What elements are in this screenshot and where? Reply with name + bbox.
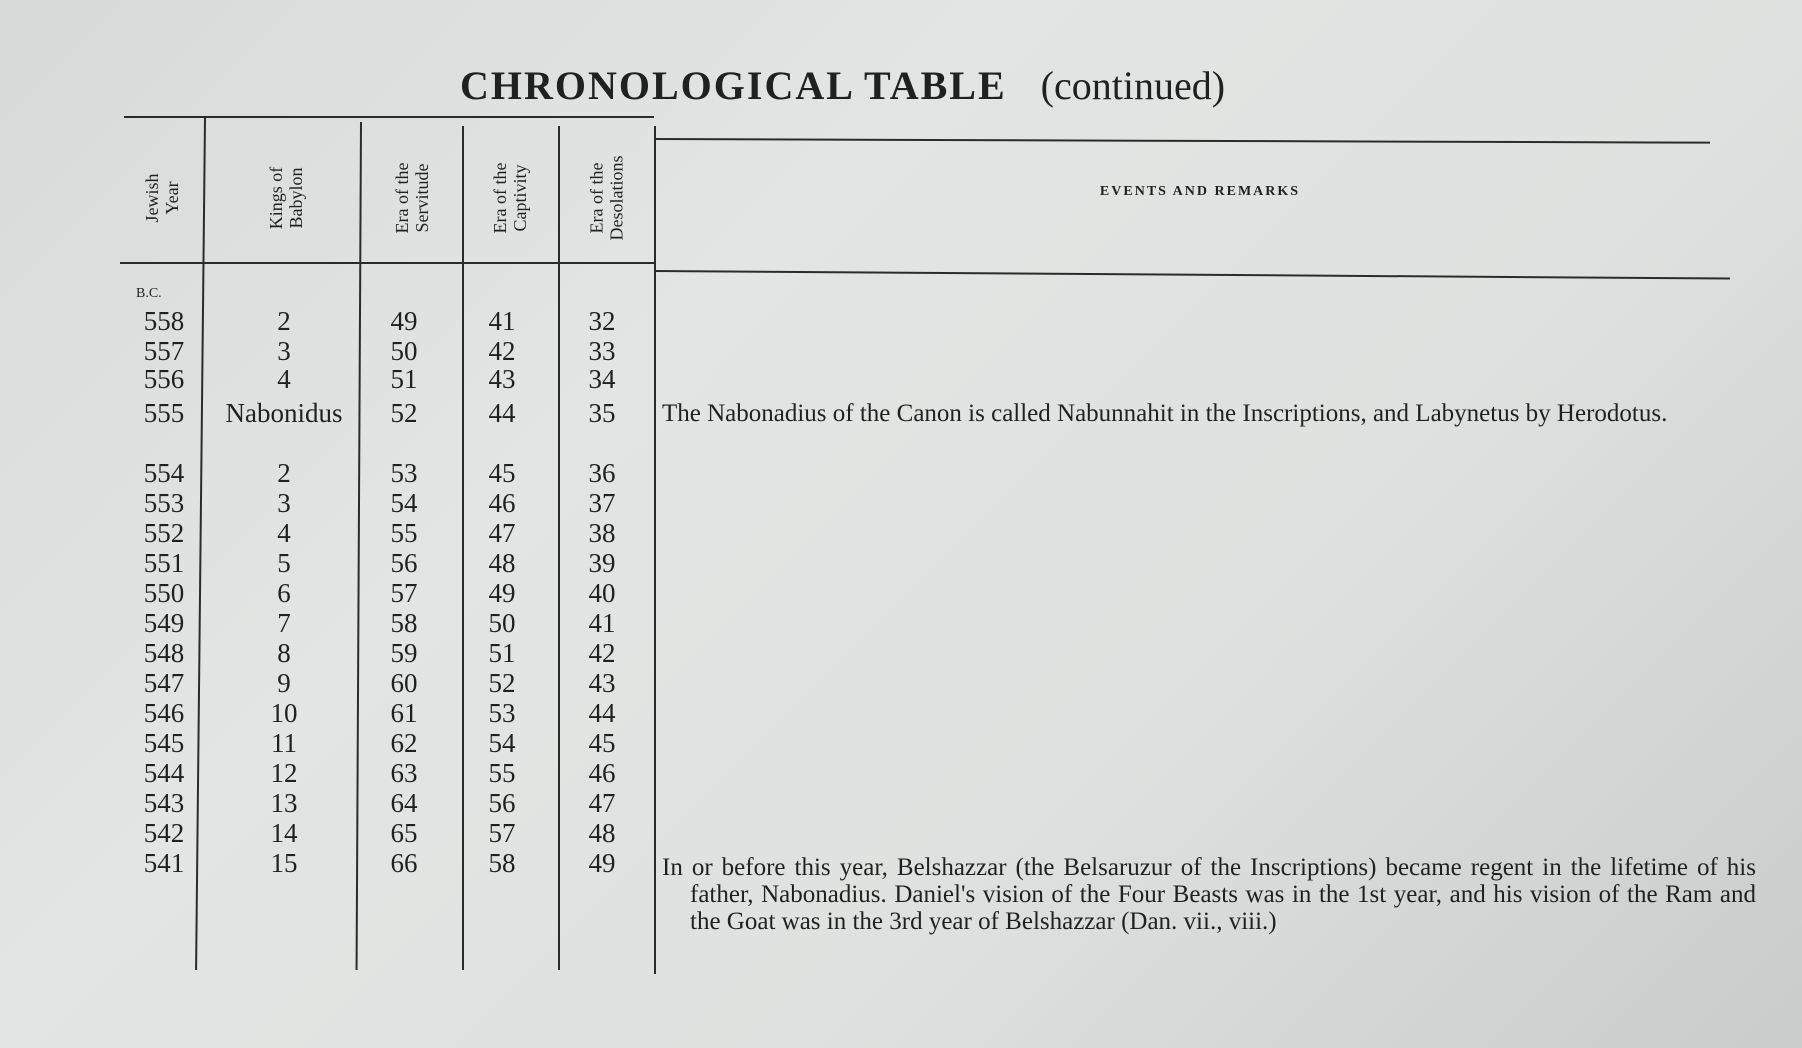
cell-jewish-year: 554 (143, 458, 185, 488)
cell-era-desolations: 42 (588, 638, 616, 668)
cell-era-servitude: 63 (390, 758, 418, 788)
header-events-and-remarks: EVENTS AND REMARKS (1099, 184, 1301, 199)
cell-king: 11 (271, 728, 297, 758)
cell-king: Nabonidus (225, 398, 343, 428)
cell-king: 7 (277, 608, 291, 638)
cell-era-servitude: 60 (390, 668, 418, 698)
cell-king: 10 (270, 698, 298, 728)
cell-era-desolations: 33 (588, 336, 616, 366)
cell-king: 12 (270, 758, 298, 788)
cell-king: 2 (277, 458, 291, 488)
title-main: CHRONOLOGICAL TABLE (460, 63, 1007, 108)
cell-era-captivity: 47 (488, 518, 516, 548)
cell-king: 3 (277, 336, 291, 366)
header-kings-of-babylon: Kings of Babylon (266, 166, 306, 229)
cell-king: 13 (270, 788, 298, 818)
cell-era-captivity: 41 (488, 306, 516, 336)
cell-king: 2 (277, 306, 291, 336)
cell-era-captivity: 48 (488, 548, 516, 578)
cell-era-servitude: 59 (390, 638, 418, 668)
cell-era-captivity: 43 (488, 364, 516, 394)
cell-jewish-year: 548 (143, 638, 185, 668)
header-era-captivity: Era of the Captivity (490, 162, 530, 233)
cell-king: 14 (270, 818, 298, 848)
cell-era-desolations: 46 (588, 758, 616, 788)
cell-jewish-year: 544 (143, 758, 185, 788)
column-rule-4 (558, 126, 560, 970)
column-rule-2 (356, 122, 362, 970)
cell-era-servitude: 62 (390, 728, 418, 758)
cell-jewish-year: 543 (143, 788, 185, 818)
remark-541: In or before this year, Belshazzar (the Belsaruzur of the Inscriptions) became regent in the lifetime of his father, Nabonadius. Daniel's vision of the Four Beasts was in the 1st year, and his vision of the Ram and the Goat was in the 3rd year of Belshazzar (Dan. vii., viii.) (662, 854, 1756, 935)
cell-jewish-year: 556 (143, 364, 185, 394)
column-rule-5 (654, 126, 656, 974)
cell-era-desolations: 48 (588, 818, 616, 848)
cell-era-captivity: 58 (488, 848, 516, 878)
cell-era-servitude: 50 (390, 336, 418, 366)
cell-era-servitude: 61 (390, 698, 418, 728)
header-jewish-year: Jewish Year (142, 173, 182, 222)
cell-era-desolations: 32 (588, 306, 616, 336)
cell-era-captivity: 54 (488, 728, 516, 758)
cell-jewish-year: 541 (143, 848, 185, 878)
column-rule-3 (462, 126, 464, 970)
cell-era-captivity: 49 (488, 578, 516, 608)
cell-era-desolations: 41 (588, 608, 616, 638)
cell-king: 4 (277, 518, 291, 548)
cell-jewish-year: 546 (143, 698, 185, 728)
cell-era-captivity: 55 (488, 758, 516, 788)
cell-jewish-year: 547 (143, 668, 185, 698)
cell-jewish-year: 557 (143, 336, 185, 366)
bc-label: B.C. (136, 286, 162, 301)
cell-era-captivity: 44 (488, 398, 516, 428)
cell-jewish-year: 549 (143, 608, 185, 638)
cell-era-captivity: 46 (488, 488, 516, 518)
page-title (460, 62, 1360, 109)
top-rule-right (654, 138, 1710, 144)
cell-era-desolations: 39 (588, 548, 616, 578)
cell-era-servitude: 56 (390, 548, 418, 578)
title-continued: (continued) (1040, 63, 1226, 108)
cell-king: 15 (270, 848, 298, 878)
cell-era-desolations: 35 (588, 398, 616, 428)
cell-era-desolations: 36 (588, 458, 616, 488)
cell-jewish-year: 550 (143, 578, 185, 608)
cell-era-servitude: 53 (390, 458, 418, 488)
cell-era-captivity: 53 (488, 698, 516, 728)
cell-era-captivity: 57 (488, 818, 516, 848)
cell-era-servitude: 49 (390, 306, 418, 336)
cell-era-captivity: 51 (488, 638, 516, 668)
cell-era-servitude: 52 (390, 398, 418, 428)
cell-jewish-year: 558 (143, 306, 185, 336)
cell-jewish-year: 552 (143, 518, 185, 548)
cell-jewish-year: 551 (143, 548, 185, 578)
cell-era-servitude: 66 (390, 848, 418, 878)
cell-jewish-year: 553 (143, 488, 185, 518)
cell-era-servitude: 57 (390, 578, 418, 608)
cell-era-desolations: 34 (588, 364, 616, 394)
cell-jewish-year: 555 (143, 398, 185, 428)
cell-era-desolations: 37 (588, 488, 616, 518)
cell-era-captivity: 45 (488, 458, 516, 488)
header-era-servitude: Era of the Servitude (392, 162, 432, 233)
cell-era-captivity: 52 (488, 668, 516, 698)
cell-era-desolations: 38 (588, 518, 616, 548)
cell-era-desolations: 45 (588, 728, 616, 758)
cell-era-servitude: 65 (390, 818, 418, 848)
cell-era-desolations: 40 (588, 578, 616, 608)
cell-era-desolations: 44 (588, 698, 616, 728)
cell-king: 6 (277, 578, 291, 608)
cell-jewish-year: 542 (143, 818, 185, 848)
cell-king: 5 (277, 548, 291, 578)
cell-era-servitude: 51 (390, 364, 418, 394)
header-rule-right (654, 270, 1730, 280)
cell-king: 9 (277, 668, 291, 698)
cell-era-desolations: 43 (588, 668, 616, 698)
cell-king: 3 (277, 488, 291, 518)
header-era-desolations: Era of the Desolations (586, 154, 627, 240)
cell-era-captivity: 42 (488, 336, 516, 366)
cell-jewish-year: 545 (143, 728, 185, 758)
cell-era-captivity: 56 (488, 788, 516, 818)
cell-king: 4 (277, 364, 291, 394)
cell-era-servitude: 58 (390, 608, 418, 638)
cell-era-desolations: 47 (588, 788, 616, 818)
cell-era-captivity: 50 (488, 608, 516, 638)
cell-era-desolations: 49 (588, 848, 616, 878)
cell-king: 8 (277, 638, 291, 668)
cell-era-servitude: 55 (390, 518, 418, 548)
cell-era-servitude: 54 (390, 488, 418, 518)
cell-era-servitude: 64 (390, 788, 418, 818)
remark-555: The Nabonadius of the Canon is called Nabunnahit in the Inscriptions, and Labynetus by Herodotus. (662, 400, 1668, 427)
